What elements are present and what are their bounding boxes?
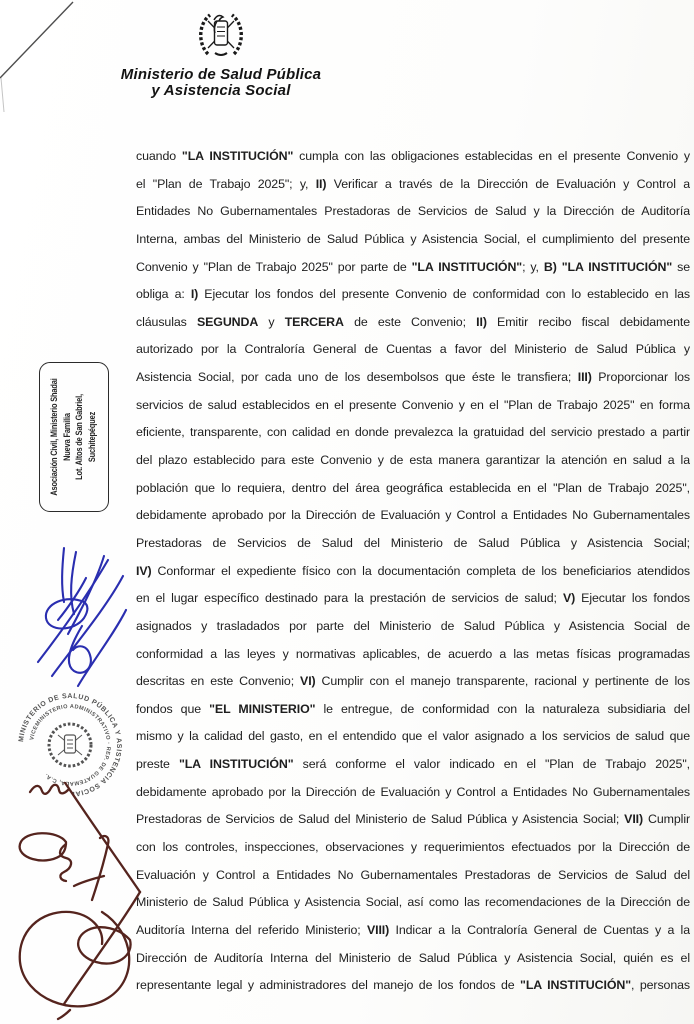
body-line xyxy=(136,530,690,558)
text-run: Evaluación y Control a Entidades No Gubernamentales Prestadoras de Servicios de Salud del xyxy=(136,867,690,882)
body-line xyxy=(136,281,690,309)
blue-ink-signature xyxy=(24,528,144,698)
body-line xyxy=(136,419,690,447)
bold-text-run: II) xyxy=(476,314,487,329)
text-run: debidamente aprobado por la Dirección de Evaluación y Control a Entidades No Gubernamentales xyxy=(136,508,690,523)
text-run: representante legal y administradores del manejo de los fondos de xyxy=(136,978,521,993)
text-run: en el lugar específico destinado para la prestación de servicios de salud; xyxy=(136,591,563,606)
body-line xyxy=(136,641,690,669)
body-line xyxy=(136,917,690,945)
text-run: Emitir recibo fiscal debidamente xyxy=(486,314,690,329)
text-run: le entregue, de conformidad con la naturaleza subsidiaria del xyxy=(315,701,690,716)
text-run: Ejecutar los fondos xyxy=(575,591,690,606)
body-line xyxy=(136,779,690,807)
body-line xyxy=(136,696,690,724)
text-run: Proporcionar los xyxy=(591,370,690,385)
letterhead xyxy=(118,6,324,98)
stamp-line: Asociación Civil, Ministerio Shadai xyxy=(49,378,60,496)
text-run: del plazo establecido para este Convenio y de esta manera garantizar la atención en salud a la xyxy=(136,453,690,468)
body-line xyxy=(136,806,690,834)
text-run: cláusulas xyxy=(136,314,197,329)
text-run: población que lo requiera, dentro del área geográfica establecida en el "Plan de Trabajo 2025", xyxy=(136,480,690,495)
text-run: cuando xyxy=(136,149,182,163)
body-line xyxy=(136,336,690,364)
text-run: Conformar el expediente físico con la documentación completa de los beneficiarios atendidos xyxy=(151,563,690,578)
text-run: se xyxy=(672,259,690,274)
body-line xyxy=(136,171,690,199)
institution-stamp xyxy=(37,361,111,513)
body-line xyxy=(136,862,690,890)
body-line xyxy=(136,392,690,420)
body-line xyxy=(136,475,690,503)
text-run: mismo y la calidad del gasto, en el entendido que el valor asignado a los servicios de salud que xyxy=(136,729,690,744)
bold-text-run: "LA INSTITUCIÓN" xyxy=(411,259,523,274)
bold-text-run: "LA INSTITUCIÓN" xyxy=(178,757,294,772)
text-run: fondos que xyxy=(136,701,210,716)
body-line xyxy=(136,364,690,392)
text-run: Asistencia Social, por cada uno de los desembolsos que éste le transfiera; xyxy=(136,370,578,385)
body-line xyxy=(136,585,690,613)
body-line xyxy=(136,889,690,917)
institution-stamp-text xyxy=(49,364,99,511)
text-run: Cumplir con el manejo transparente, racional y pertinente de los xyxy=(315,674,690,689)
ministry-name xyxy=(118,67,324,98)
body-line xyxy=(136,558,690,586)
text-run: preste xyxy=(136,757,179,772)
text-run: cumpla con las obligaciones establecidas en el presente Convenio y xyxy=(293,149,690,163)
body-line xyxy=(136,972,690,1000)
text-run: asignados y trasladados por parte del Ministerio de Salud Pública y Asistencia Social de xyxy=(136,618,690,633)
bold-text-run: B) "LA INSTITUCIÓN" xyxy=(543,259,673,274)
body-line xyxy=(136,668,690,696)
text-run: , personas xyxy=(631,978,690,993)
text-run: Prestadoras de Servicios de Salud del Ministerio de Salud Pública y Asistencia Social; xyxy=(136,535,690,550)
bold-text-run: III) xyxy=(577,370,592,385)
scan-crease-line xyxy=(0,0,90,125)
body-line xyxy=(136,834,690,862)
text-run: Interna, ambas del Ministerio de Salud Pública y Asistencia Social, el cumplimiento del presente xyxy=(136,231,690,246)
bold-text-run: V) xyxy=(562,591,576,606)
body-line xyxy=(136,723,690,751)
seal-inner-text: VICEMINISTERIO ADMINISTRATIVO · REP. DE GUATEMALA, C.A. xyxy=(29,703,112,787)
text-run: Indicar a la Contraloría General de Cuentas y a la xyxy=(389,922,690,937)
body-line xyxy=(136,613,690,641)
text-run: Cumplir xyxy=(643,812,690,827)
body-line xyxy=(136,447,690,475)
bold-text-run: "LA INSTITUCIÓN" xyxy=(520,978,631,993)
text-run: eficiente, transparente, con calidad en donde prevalezca la gratuidad del servicio prestado a partir xyxy=(136,425,690,440)
text-run: de este Convenio; xyxy=(343,314,477,329)
bold-text-run: SEGUNDA xyxy=(196,314,259,329)
text-run: y xyxy=(258,314,285,329)
body-line xyxy=(136,226,690,254)
bold-text-run: VIII) xyxy=(366,922,390,937)
body-line xyxy=(136,945,690,973)
text-run: Auditoría Interna del referido Ministerio; xyxy=(136,922,367,937)
body-line xyxy=(136,254,690,282)
text-run: el "Plan de Trabajo 2025"; y, xyxy=(136,176,316,191)
seal-center-emblem xyxy=(49,724,91,766)
text-run: Ministerio de Salud Pública y Asistencia Social, así como las recomendaciones de la Dirección de xyxy=(136,895,690,910)
guatemala-coat-of-arms-logo xyxy=(193,6,249,64)
body-line xyxy=(136,309,690,337)
text-run: servicios de salud establecidos en el presente Convenio y en el "Plan de Trabajo 2025" en forma xyxy=(136,397,690,412)
body-line xyxy=(136,143,690,171)
text-run: conformidad a las leyes y normativas aplicables, de acuerdo a las metas físicas programadas xyxy=(136,646,690,661)
text-run: Ejecutar los fondos del presente Convenio de conformidad con lo establecido en las xyxy=(198,287,690,302)
body-line xyxy=(136,198,690,226)
contract-body-text xyxy=(136,143,690,1000)
body-line xyxy=(136,502,690,530)
stamp-line: Suchitepéquez xyxy=(86,411,98,463)
institution-stamp-border xyxy=(39,362,109,512)
body-line xyxy=(136,751,690,779)
ministry-name-line2: y Asistencia Social xyxy=(151,81,291,99)
text-run: con los controles, inspecciones, observaciones y requerimientos efectuados por la Dirección de xyxy=(136,840,690,855)
bold-text-run: II) xyxy=(315,176,327,191)
stamp-line: Lot. Altos de San Gabriel, xyxy=(74,394,85,480)
text-run: Prestadoras de Servicios de Salud del Ministerio de Salud Pública y Asistencia Social; xyxy=(136,812,625,827)
bold-text-run: TERCERA xyxy=(284,314,344,329)
text-run: ; y, xyxy=(522,259,544,274)
bold-text-run: VII) xyxy=(624,812,644,827)
text-run: debidamente aprobado por la Dirección de Evaluación y Control a Entidades No Gubernamentales xyxy=(136,784,690,799)
text-run: Verificar a través de la Dirección de Evaluación y Control a xyxy=(326,176,690,191)
brown-ink-signature xyxy=(4,782,144,1022)
text-run: Entidades No Gubernamentales Prestadoras de Servicios de Salud y la Dirección de Auditoría xyxy=(136,204,690,219)
bold-text-run: "EL MINISTERIO" xyxy=(209,701,316,716)
text-run: obliga a: xyxy=(136,287,191,302)
text-run: descritas en este Convenio; xyxy=(136,674,301,689)
seal-outer-text: MINISTERIO DE SALUD PÚBLICA Y ASISTENCIA SOCIAL xyxy=(18,692,123,798)
bold-text-run: I) xyxy=(190,287,199,302)
text-run: será conforme el valor indicado en el "Plan de Trabajo 2025", xyxy=(293,757,690,772)
text-run: Convenio y "Plan de Trabajo 2025" por parte de xyxy=(136,259,412,274)
bold-text-run: VI) xyxy=(300,674,316,689)
text-run: Dirección de Auditoría Interna del Ministerio de Salud Pública y Asistencia Social, quién es el xyxy=(136,950,690,965)
bold-text-run: IV) xyxy=(136,563,152,578)
ministry-name-line1: Ministerio de Salud Pública xyxy=(120,66,322,83)
bold-text-run: "LA INSTITUCIÓN" xyxy=(181,149,294,163)
text-run: autorizado por la Contraloría General de Cuentas a favor del Ministerio de Salud Pública y xyxy=(136,342,690,357)
stamp-line: Nueva Familia xyxy=(61,413,73,461)
